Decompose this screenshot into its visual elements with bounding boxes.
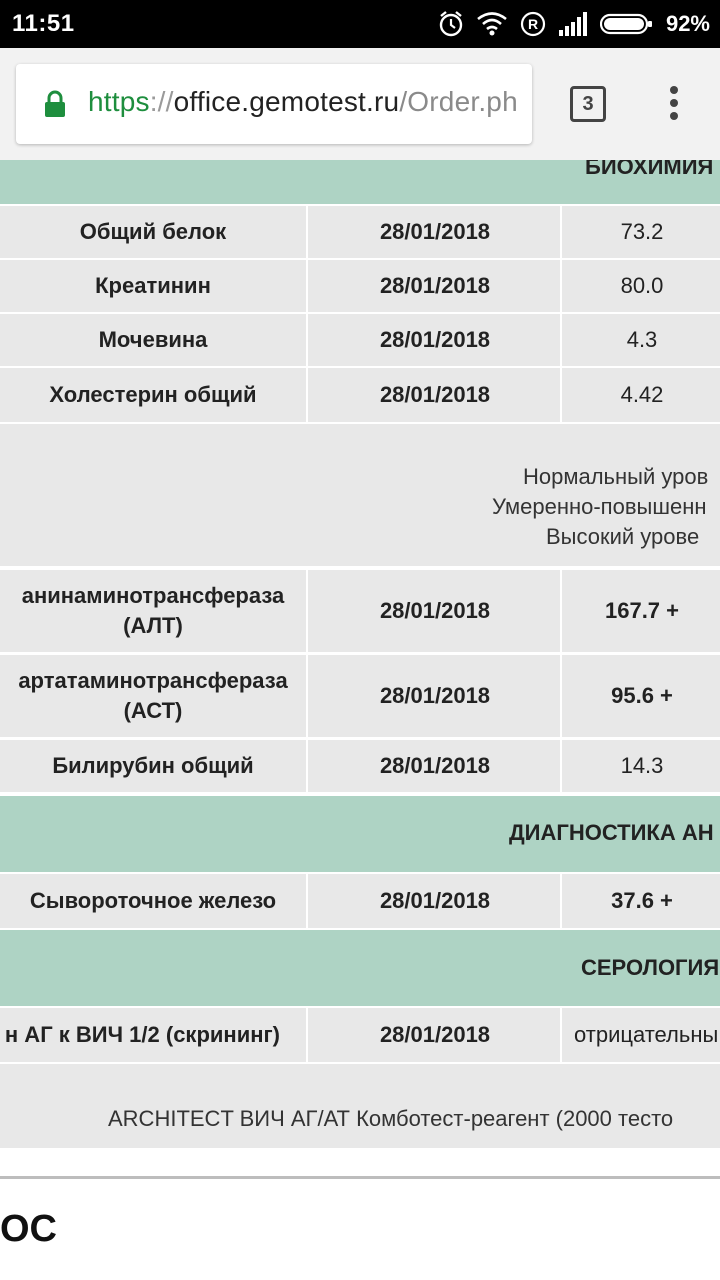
test-result: 4.42 [620,382,664,407]
test-date: 28/01/2018 [379,1022,491,1047]
status-bar [0,0,720,48]
url-text[interactable] [88,86,518,118]
table-row [0,740,720,792]
reference-level-high: Высокий урове [546,524,700,549]
test-date: 28/01/2018 [379,382,491,407]
test-name-line2: (АЛТ) [123,613,183,638]
lock-icon [44,90,66,118]
test-name [0,655,306,737]
test-result: 14.3 [620,753,664,778]
next-section-title: ОС [0,1208,57,1250]
status-icons [438,8,710,40]
section-title: ДИАГНОСТИКА АН [509,820,714,845]
url-separator: :// [149,86,174,117]
table-row [0,368,720,422]
test-date: 28/01/2018 [379,219,491,244]
reagent-note [0,1064,720,1148]
table-row [0,874,720,928]
test-name: Креатинин [95,273,211,298]
test-date: 28/01/2018 [379,753,491,778]
section-title: БИОХИМИЯ [585,160,714,179]
test-date: 28/01/2018 [379,273,491,298]
table-row [0,206,720,258]
table-row [0,260,720,312]
test-name: Общий белок [79,219,227,244]
signal-icon [558,12,588,36]
url-path: /Order.ph [399,86,518,117]
table-row [0,570,720,652]
test-name: Мочевина [98,327,208,352]
status-time: 11:51 [12,10,75,37]
section-header-diagnostics [0,796,720,872]
svg-text:R: R [527,16,539,32]
reference-levels [0,464,720,554]
test-name-line1: артатаминотрансфераза [18,668,288,693]
battery-percent: 92% [665,11,710,36]
roaming-icon [520,11,546,37]
table-row [0,1008,720,1062]
test-name [0,570,306,652]
browser-toolbar [0,48,720,160]
test-name: Билирубин общий [52,753,254,778]
test-name-line1: анинаминотрансфераза [21,583,285,608]
test-name: Холестерин общий [49,382,257,407]
reference-level-normal: Нормальный уров [523,464,709,489]
test-date: 28/01/2018 [379,683,491,708]
test-result: 95.6 + [611,683,673,708]
reagent-note-text: ARCHITECT ВИЧ АГ/АТ Комботест-реагент (2000 тесто [108,1106,674,1131]
test-date: 28/01/2018 [379,888,491,913]
url-host: office.gemotest.ru [173,86,400,117]
page-content [0,160,720,1280]
test-result: 167.7 + [604,598,679,623]
test-result: 73.2 [620,219,664,244]
table-row [0,314,720,366]
reference-level-moderate: Умеренно-повышенн [492,494,707,519]
table-row [0,655,720,737]
wifi-icon [476,11,508,37]
overflow-menu-icon[interactable] [664,86,684,122]
alarm-icon [438,10,464,38]
test-name: Сывороточное железо [29,888,277,913]
battery-icon [600,13,654,35]
tab-switcher-button[interactable]: 3 [570,86,606,122]
test-name: н АГ к ВИЧ 1/2 (скрининг) [4,1022,280,1047]
section-title: СЕРОЛОГИЯ [581,955,720,980]
test-result: 4.3 [626,327,658,352]
test-result: 37.6 + [611,888,673,913]
test-date: 28/01/2018 [379,327,491,352]
test-date: 28/01/2018 [379,598,491,623]
section-header-serology [0,930,720,1006]
test-result: отрицательны [574,1022,719,1047]
section-header-biochem [0,160,720,204]
url-scheme: https [88,86,150,117]
test-name-line2: (АСТ) [123,698,183,723]
test-result: 80.0 [620,273,664,298]
section-divider [0,1176,720,1179]
reference-note [0,424,720,566]
address-bar[interactable] [16,64,532,144]
